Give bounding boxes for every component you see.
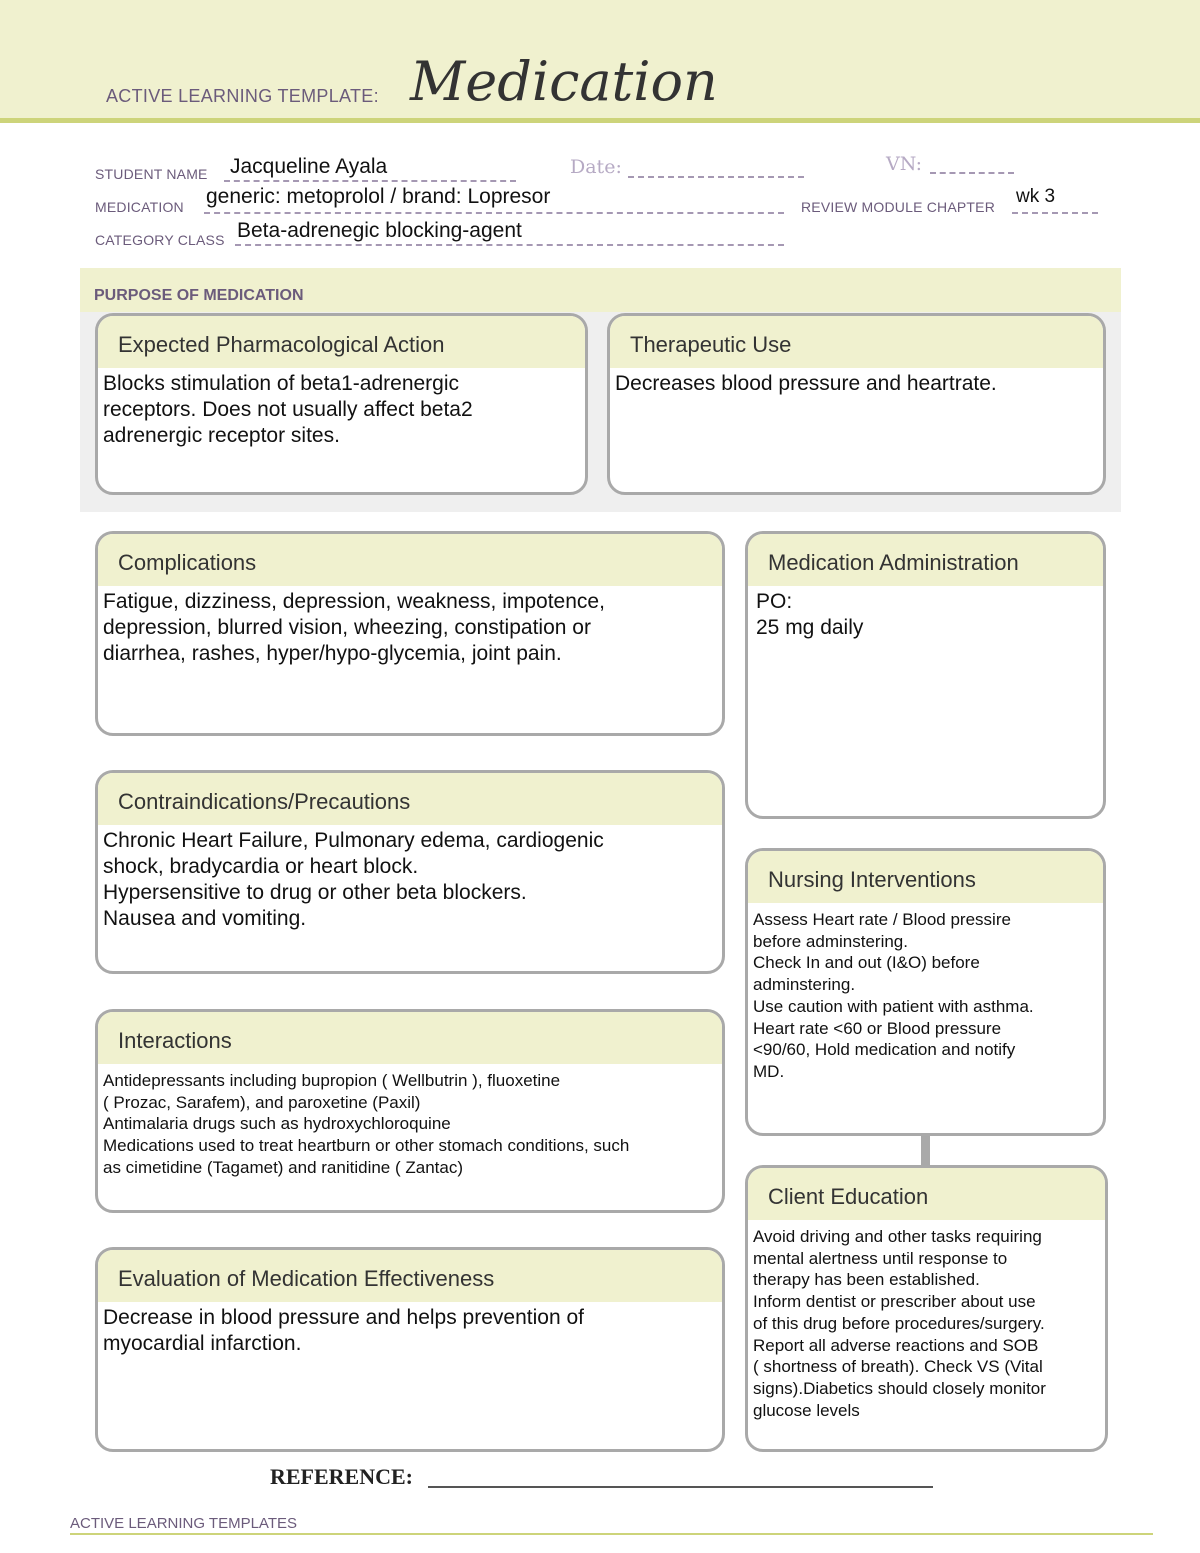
box-body[interactable]: Assess Heart rate / Blood pressire before adminstering. Check In and out (I&O) before adminstering. Use caution with patient with asthma. Heart rate <60 or Blood pressure <90/60, Hold medication and notify MD. (753, 910, 1034, 1081)
footer-text: ACTIVE LEARNING TEMPLATES (70, 1515, 297, 1532)
expected-action-box (95, 313, 588, 495)
vn-field[interactable] (930, 172, 1014, 174)
administration-box (745, 531, 1106, 819)
box-title: Complications (98, 534, 722, 586)
connector (921, 1135, 930, 1167)
footer-line (70, 1533, 1153, 1535)
box-title: Interactions (98, 1012, 722, 1064)
therapeutic-use-box (607, 313, 1106, 495)
student-name-line (224, 180, 516, 182)
medication-value[interactable]: generic: metoprolol / brand: Lopresor (206, 185, 551, 208)
box-body[interactable]: Avoid driving and other tasks requiring mental alertness until response to therapy has been established. Inform dentist or prescriber about use of this drug before procedures/surgery. Report all adverse reactions and SOB ( shortness of breath). Check VS (Vital signs).Diabetics should closely monitor glucose levels (753, 1227, 1046, 1420)
nursing-interventions-box (745, 848, 1106, 1136)
category-label: CATEGORY CLASS (95, 232, 225, 248)
date-label: Date: (570, 156, 622, 178)
header-band (0, 0, 1200, 123)
contraindications-box (95, 770, 725, 974)
box-title: Medication Administration (748, 534, 1103, 586)
box-body[interactable]: PO: 25 mg daily (756, 590, 864, 639)
review-module-value[interactable]: wk 3 (1016, 186, 1056, 207)
reference-label: REFERENCE: (270, 1464, 414, 1489)
box-body[interactable]: Decrease in blood pressure and helps prevention of myocardial infarction. (103, 1306, 584, 1355)
medication-label: MEDICATION (95, 199, 184, 215)
client-education-box (745, 1165, 1108, 1452)
box-body[interactable]: Decreases blood pressure and heartrate. (615, 372, 997, 395)
student-name-label: STUDENT NAME (95, 166, 208, 182)
date-field[interactable] (628, 176, 804, 178)
interactions-box (95, 1009, 725, 1213)
review-module-label: REVIEW MODULE CHAPTER (801, 199, 995, 215)
medication-line (204, 212, 784, 214)
page-title: Medication (410, 50, 718, 113)
purpose-title: PURPOSE OF MEDICATION (94, 287, 304, 304)
template-label: ACTIVE LEARNING TEMPLATE: (106, 86, 379, 106)
evaluation-box (95, 1247, 725, 1452)
vn-label: VN: (886, 153, 923, 175)
box-title: Therapeutic Use (610, 316, 1103, 368)
box-body[interactable]: Fatigue, dizziness, depression, weakness, impotence, depression, blurred vision, wheezing, constipation or diarrhea, rashes, hyper/hypo-glycemia, joint pain. (103, 590, 605, 665)
box-title: Evaluation of Medication Effectiveness (98, 1250, 722, 1302)
box-body[interactable]: Chronic Heart Failure, Pulmonary edema, cardiogenic shock, bradycardia or heart block. Hypersensitive to drug or other beta blockers. Nausea and vomiting. (103, 829, 604, 930)
box-body[interactable]: Antidepressants including bupropion ( Wellbutrin ), fluoxetine ( Prozac, Sarafem), and paroxetine (Paxil) Antimalaria drugs such as hydroxychloroquine Medications used to treat heartburn or other stomach conditions, such as cimetidine (Tagamet) and ranitidine ( Zantac) (103, 1071, 630, 1177)
box-title: Expected Pharmacological Action (98, 316, 585, 368)
box-body[interactable]: Blocks stimulation of beta1-adrenergic receptors. Does not usually affect beta2 adrenergic receptor sites. (103, 372, 473, 447)
student-name-value[interactable]: Jacqueline Ayala (230, 155, 388, 178)
category-line (235, 244, 784, 246)
category-value[interactable]: Beta-adrenegic blocking-agent (237, 219, 522, 242)
box-title: Nursing Interventions (748, 851, 1103, 903)
box-title: Contraindications/Precautions (98, 773, 722, 825)
complications-box (95, 531, 725, 736)
reference-field[interactable] (428, 1486, 933, 1488)
review-module-line (1012, 212, 1098, 214)
box-title: Client Education (748, 1168, 1105, 1220)
